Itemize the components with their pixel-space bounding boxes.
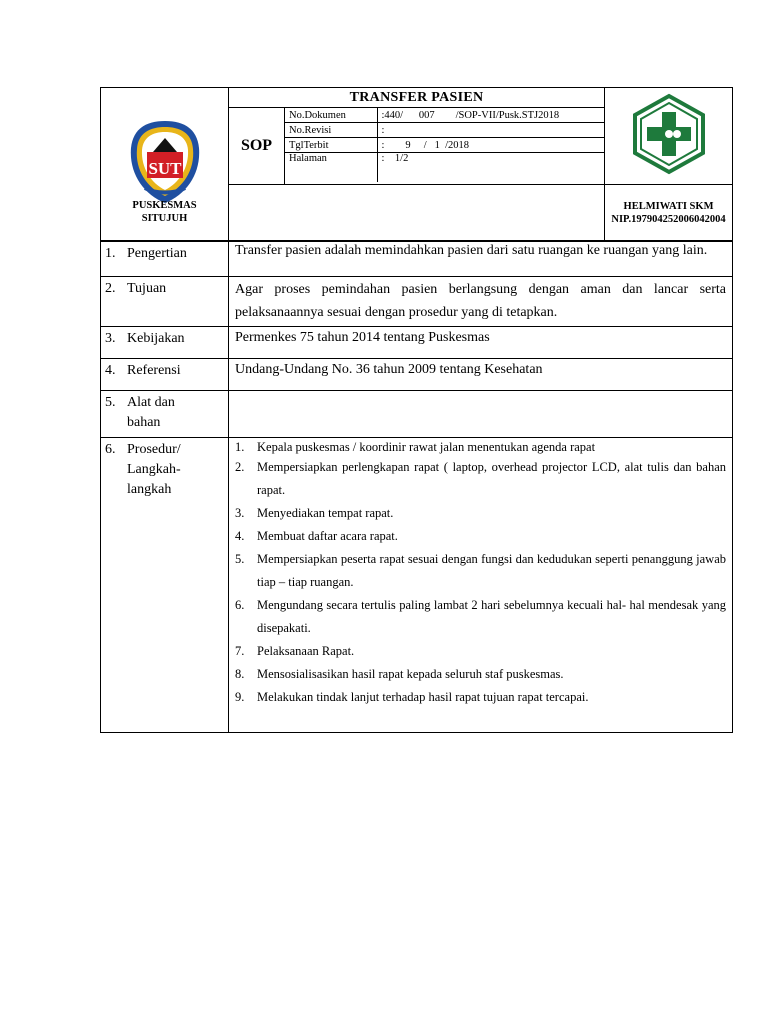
row-label bbox=[101, 391, 229, 438]
organization-name bbox=[101, 199, 228, 225]
row-kebijakan bbox=[101, 327, 733, 359]
step-number: 1. bbox=[235, 440, 245, 454]
row-referensi bbox=[101, 359, 733, 391]
procedure-step bbox=[235, 438, 726, 456]
puskesmas-cross-icon bbox=[631, 93, 707, 175]
regency-emblem-icon bbox=[125, 118, 205, 206]
row-content: Permenkes 75 tahun 2014 tentang Puskesmas bbox=[229, 327, 733, 359]
procedure-step bbox=[235, 525, 726, 548]
row-label bbox=[101, 242, 229, 277]
row-label-text: Alat dan bahan bbox=[127, 395, 175, 430]
step-number: 9. bbox=[235, 690, 245, 704]
row-number: 1. bbox=[105, 246, 116, 261]
step-number: 8. bbox=[235, 667, 245, 681]
signer-nip: NIP.197904252006042004 bbox=[611, 213, 726, 225]
sop-label: SOP bbox=[229, 108, 285, 185]
procedure-step bbox=[235, 548, 726, 594]
row-content: Undang-Undang No. 36 tahun 2009 tentang Kesehatan bbox=[229, 359, 733, 391]
row-number: 5. bbox=[105, 395, 116, 410]
row-tujuan bbox=[101, 277, 733, 327]
document-meta-cell bbox=[285, 108, 605, 185]
row-prosedur bbox=[101, 438, 733, 733]
procedure-step bbox=[235, 594, 726, 640]
procedure-steps bbox=[235, 438, 726, 709]
signer-name: HELMIWATI SKM bbox=[623, 200, 714, 212]
meta-value: :440/ 007 /SOP-VII/Pusk.STJ2018 bbox=[377, 108, 604, 123]
row-pengertian bbox=[101, 242, 733, 277]
step-text: Pelaksanaan Rapat. bbox=[257, 644, 355, 658]
row-content bbox=[229, 391, 733, 438]
step-text: Menyediakan tempat rapat. bbox=[257, 506, 394, 520]
organization-line-2: SITUJUH bbox=[141, 213, 188, 224]
step-text: Melakukan tindak lanjut terhadap hasil rapat tujuan rapat tercapai. bbox=[257, 690, 589, 704]
row-label bbox=[101, 359, 229, 391]
step-number: 6. bbox=[235, 598, 245, 612]
document-title: TRANSFER PASIEN bbox=[229, 88, 605, 108]
step-text: Mempersiapkan perlengkapan rapat ( laptop, overhead projector LCD, alat tulis dan bahan rapat. bbox=[257, 460, 726, 497]
step-number: 7. bbox=[235, 644, 245, 658]
meta-value: : 9 / 1 /2018 bbox=[377, 138, 604, 153]
row-label bbox=[101, 438, 229, 733]
row-label-text: Referensi bbox=[127, 363, 181, 378]
row-label bbox=[101, 327, 229, 359]
row-label-text: Kebijakan bbox=[127, 331, 185, 346]
row-number: 6. bbox=[105, 442, 116, 457]
row-number: 4. bbox=[105, 363, 116, 378]
meta-value: : bbox=[377, 123, 604, 138]
step-text: Kepala puskesmas / koordinir rawat jalan menentukan agenda rapat bbox=[257, 440, 596, 454]
meta-label: No.Revisi bbox=[285, 123, 377, 138]
procedure-steps-cell bbox=[229, 438, 733, 733]
step-text: Mengundang secara tertulis paling lambat 2 hari sebelumnya kecuali hal- hal mendesak yang disepakati. bbox=[257, 598, 726, 635]
step-text: Mempersiapkan peserta rapat sesuai dengan fungsi dan kedudukan seperti penanggung jawab tiap – tiap ruangan. bbox=[257, 552, 726, 589]
step-text: Mensosialisasikan hasil rapat kepada seluruh staf puskesmas. bbox=[257, 667, 564, 681]
step-text: Membuat daftar acara rapat. bbox=[257, 529, 398, 543]
row-number: 2. bbox=[105, 281, 116, 296]
step-number: 3. bbox=[235, 506, 245, 520]
row-content: Agar proses pemindahan pasien berlangsung dengan aman dan lancar serta pelaksanaannya sesuai dengan prosedur yang di tetapkan. bbox=[229, 277, 733, 327]
emblem-letters: SUT bbox=[147, 158, 182, 178]
meta-label: Halaman bbox=[285, 153, 377, 183]
procedure-step bbox=[235, 663, 726, 686]
step-number: 2. bbox=[235, 460, 245, 474]
procedure-step bbox=[235, 686, 726, 709]
row-content: Transfer pasien adalah memindahkan pasien dari satu ruangan ke ruangan yang lain. bbox=[229, 242, 733, 277]
row-label-text: Tujuan bbox=[127, 281, 167, 296]
row-label-text: Prosedur/ Langkah-langkah bbox=[127, 442, 181, 497]
meta-label: TglTerbit bbox=[285, 138, 377, 153]
row-number: 3. bbox=[105, 331, 116, 346]
row-alat-bahan bbox=[101, 391, 733, 438]
procedure-step bbox=[235, 502, 726, 525]
signature-cell bbox=[605, 185, 733, 241]
puskesmas-logo-cell bbox=[605, 88, 733, 185]
meta-value: : 1/2 bbox=[377, 153, 604, 183]
step-number: 5. bbox=[235, 552, 245, 566]
row-label bbox=[101, 277, 229, 327]
document-meta-table bbox=[285, 108, 604, 182]
procedure-table bbox=[100, 241, 733, 733]
organization-line-1: PUSKESMAS bbox=[132, 200, 197, 211]
procedure-step bbox=[235, 640, 726, 663]
procedure-step bbox=[235, 456, 726, 502]
blank-header-cell bbox=[229, 185, 605, 241]
row-label-text: Pengertian bbox=[127, 246, 187, 261]
procedure-section bbox=[100, 241, 732, 733]
meta-label: No.Dokumen bbox=[285, 108, 377, 123]
step-number: 4. bbox=[235, 529, 245, 543]
